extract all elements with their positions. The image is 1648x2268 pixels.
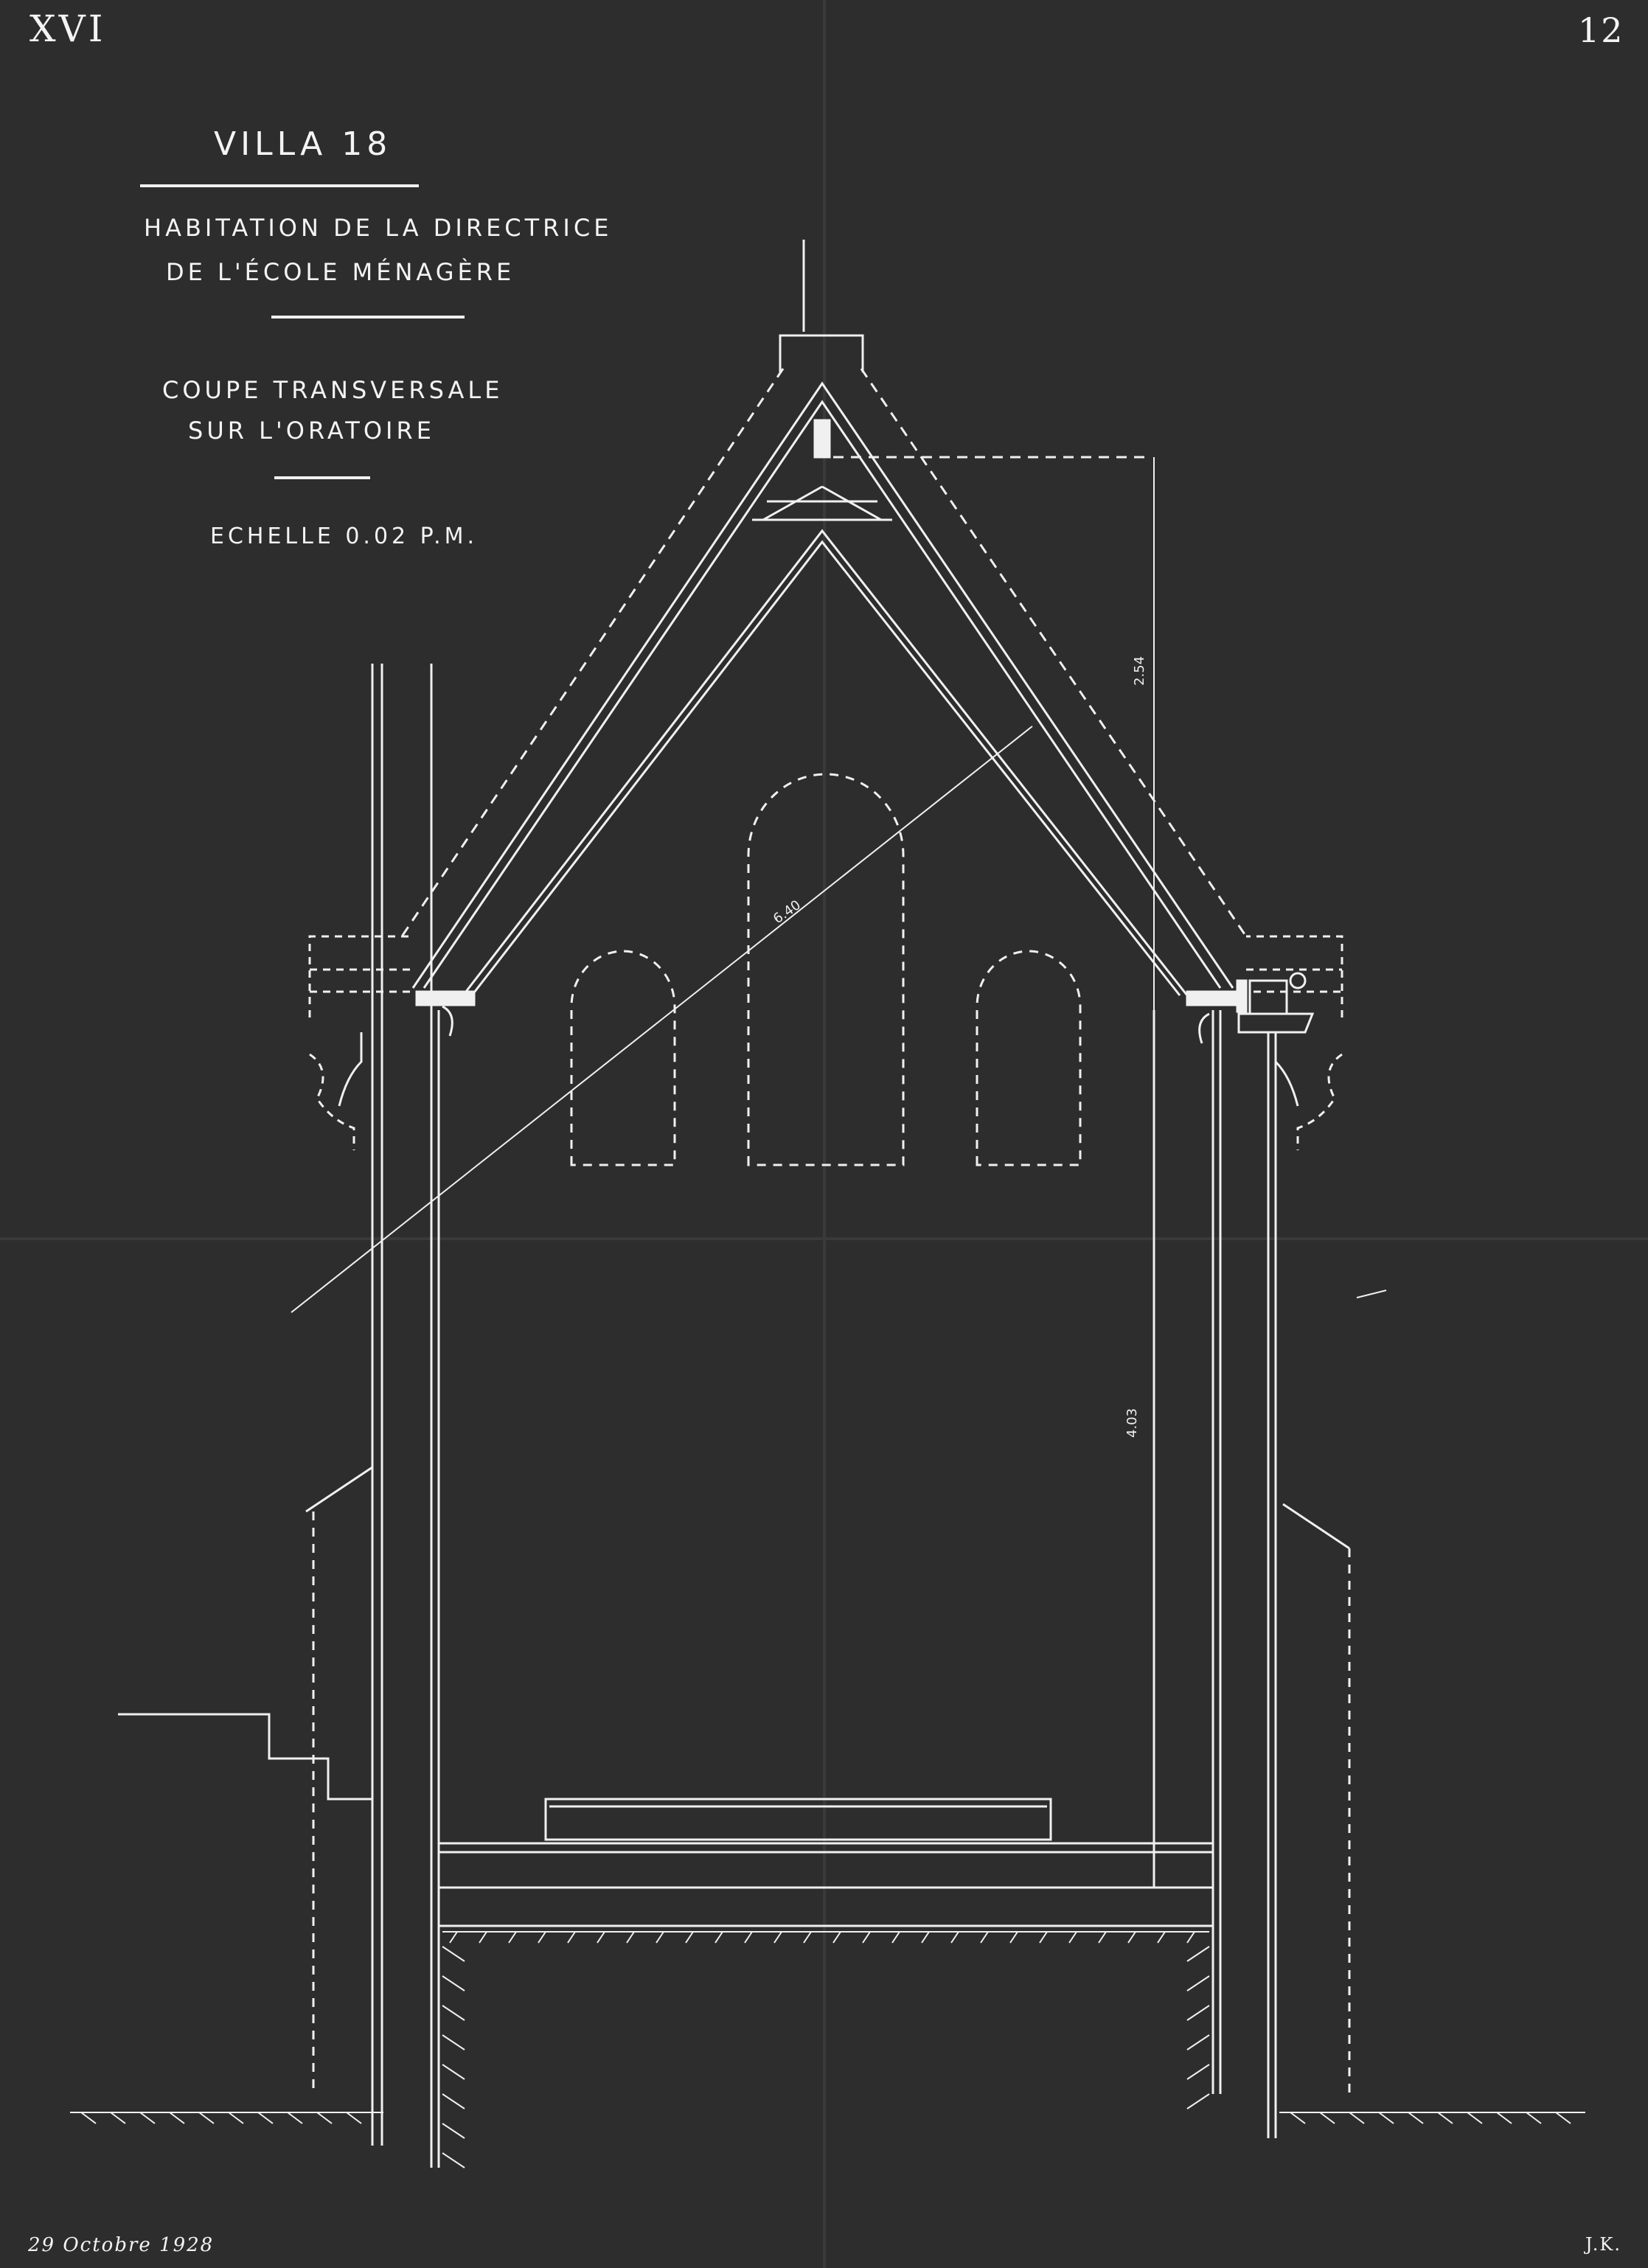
dimension-lines	[291, 457, 1386, 1888]
section-title-line-2: SUR L'ORATOIRE	[188, 417, 435, 445]
page-number: 12	[1578, 10, 1624, 50]
drawing-date: 29 Octobre 1928	[28, 2234, 215, 2256]
ridge-chimney	[780, 240, 863, 372]
plate-number: XVI	[29, 7, 106, 50]
dimension-wall-height: 4.03	[1124, 1408, 1140, 1438]
exterior-steps	[118, 1714, 372, 1799]
subtitle-line-2: DE L'ÉCOLE MÉNAGÈRE	[166, 258, 515, 286]
project-title: VILLA 18	[214, 125, 392, 163]
lean-to-roofs	[306, 1467, 1349, 2094]
scale-label: ECHELLE 0.02 P.M.	[210, 523, 479, 549]
ground-hatching	[70, 1932, 1585, 2168]
author-initials: J.K.	[1585, 2234, 1621, 2255]
subtitle-line-1: HABITATION DE LA DIRECTRICE	[144, 214, 613, 242]
dimension-diagonal: 6.40	[771, 897, 804, 928]
dimension-roof-height: 2.54	[1132, 655, 1147, 686]
section-title-line-1: COUPE TRANSVERSALE	[162, 376, 504, 404]
